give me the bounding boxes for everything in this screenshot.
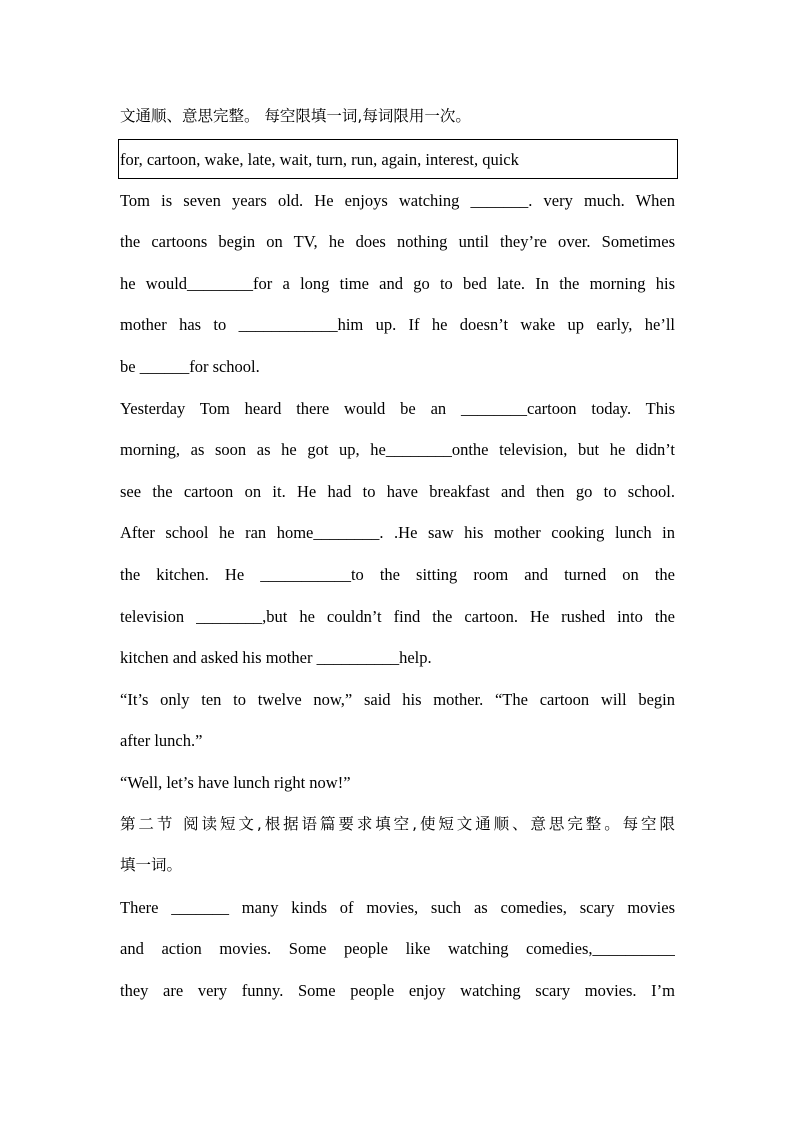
passage1-line: Tom is seven years old. He enjoys watching _______. very much. When [120,190,675,210]
section2-heading: 第二节 阅读短文,根据语篇要求填空,使短文通顺、意思完整。每空限 [120,814,675,833]
passage1-line: see the cartoon on it. He had to have breakfast and then go to school. [120,481,675,501]
passage1-line: the kitchen. He ___________to the sitting room and turned on the [120,564,675,584]
passage1-line: he would________for a long time and go to bed late. In the morning his [120,273,675,293]
passage2-line: and action movies. Some people like watching comedies,__________ [120,939,675,959]
passage1-line: after lunch.” [120,731,203,751]
passage1-line: be ______for school. [120,356,260,376]
passage1-line: mother has to ____________him up. If he doesn’t wake up early, he’ll [120,315,675,335]
word-bank-text: for, cartoon, wake, late, wait, turn, run, again, interest, quick [120,149,519,169]
passage1-line: kitchen and asked his mother __________help. [120,648,432,668]
section2-heading-cont: 填一词。 [120,856,183,875]
passage2-line: There _______ many kinds of movies, such as comedies, scary movies [120,897,675,917]
passage1-line: the cartoons begin on TV, he does nothing until they’re over. Sometimes [120,232,675,252]
passage1-line: television ________,but he couldn’t find the cartoon. He rushed into the [120,606,675,626]
passage1-line: After school he ran home________. .He saw his mother cooking lunch in [120,523,675,543]
passage1-line: “Well, let’s have lunch right now!” [120,772,351,792]
passage1-line: morning, as soon as he got up, he________onthe television, but he didn’t [120,440,675,460]
word-bank-box [118,139,678,179]
passage1-line: Yesterday Tom heard there would be an ________cartoon today. This [120,398,675,418]
passage2-line: they are very funny. Some people enjoy watching scary movies. I’m [120,980,675,1000]
passage1-line: “It’s only ten to twelve now,” said his mother. “The cartoon will begin [120,689,675,709]
instruction-line: 文通顺、意思完整。 每空限填一词,每词限用一次。 [120,107,471,125]
document-page [120,96,675,1011]
